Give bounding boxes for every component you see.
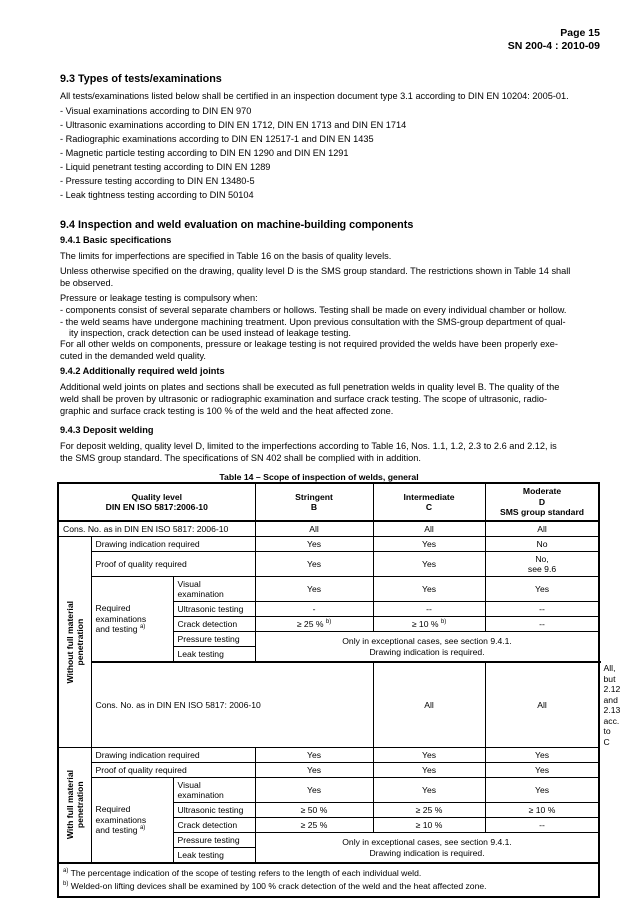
section-9-4-2-title: 9.4.2 Additionally required weld joints [60,366,225,376]
table-cell: Yes [485,778,599,803]
table-row [58,577,599,602]
table-cell: Yes [255,748,373,763]
table-cell: Drawing indication required [91,748,255,763]
table-footnotes [58,863,599,897]
table-caption: Table 14 – Scope of inspection of welds, general [219,472,419,482]
required-examinations-label: Required examinations and testing $^{a)}$ [91,778,173,864]
bullet-item-cont: ity inspection, crack detection can be used instead of leakage testing. [69,328,351,338]
table-cell: No, see 9.6 [485,552,599,577]
table-cell: Yes [373,763,485,778]
table-cell: Ultrasonic testing [173,602,255,617]
table-row [58,778,599,803]
table-cell: ≥ 10 % [373,818,485,833]
document-id: SN 200-4 : 2010-09 [507,40,600,52]
section-9-3-title: 9.3 Types of tests/examinations [60,73,222,85]
cons-label: Cons. No. as in DIN EN ISO 5817: 2006-10 [91,662,373,748]
table-cell: All [373,521,485,537]
table-cell: Proof of quality required [91,763,255,778]
table-cell: Crack detection [173,818,255,833]
section-9-4-1-title: 9.4.1 Basic specifications [60,235,172,245]
table-row [58,763,599,778]
list-item: - Ultrasonic examinations according to DIN EN 1712, DIN EN 1713 and DIN EN 1714 [60,120,407,130]
table-header-row [58,483,599,521]
header-moderate: Moderate D SMS group standard [485,483,599,521]
page-number: Page 15 [560,27,600,39]
table-cell: Proof of quality required [91,552,255,577]
table-cell: Yes [255,778,373,803]
paragraph: Pressure or leakage testing is compulsory when: [60,293,258,303]
paragraph: Additional weld joints on plates and sections shall be executed as full penetration welds in quality level B. The quality of the [60,382,560,392]
bullet-item: - components consist of several separate chambers or hollows. Testing shall be made on every individual chamber or hollow. [60,305,567,315]
cons-label: Cons. No. as in DIN EN ISO 5817: 2006-10 [58,521,255,537]
table-cell: Yes [255,577,373,602]
table-row [58,748,599,763]
table-cell: Ultrasonic testing [173,803,255,818]
table-row: Cons. No. as in DIN EN ISO 5817: 2006-10 All All All, but 2.12 and 2.13 acc. to C [58,662,599,748]
table-cell: ≥ 25 % $^{b)}$ [255,617,373,632]
side-label-without: Without full material penetration [58,537,91,748]
table-cell: All [485,521,599,537]
table-cell: No [485,537,599,552]
table-cell: Yes [255,552,373,577]
table-cell: Drawing indication required [91,537,255,552]
bullet-item: - the weld seams have undergone machining treatment. Upon previous consultation with the SMS-group department of qual- [60,317,566,327]
list-item: - Visual examinations according to DIN EN 970 [60,106,252,116]
table-cell: All [485,662,599,748]
table-cell: -- [485,818,599,833]
table-row [58,552,599,577]
header-stringent: Stringent B [255,483,373,521]
table-cell: - [255,602,373,617]
paragraph: For all other welds on components, pressure or leakage testing is not required provided the welds have been properly exe- [60,339,558,349]
table-cell: Yes [373,577,485,602]
table-cell: -- [485,602,599,617]
table-cell: ≥ 25 % [255,818,373,833]
list-item: - Liquid penetrant testing according to DIN EN 1289 [60,162,271,172]
table-cell: Yes [255,763,373,778]
table-row [58,537,599,552]
list-item: - Pressure testing according to DIN EN 13480-5 [60,176,255,186]
paragraph: the SMS group standard. The specifications of SN 402 shall be complied with in addition. [60,453,421,463]
paragraph: The limits for imperfections are specified in Table 16 on the basis of quality levels. [60,251,392,261]
table-cell: Leak testing [173,647,255,663]
side-label-with: With full material penetration [58,748,91,864]
table-cell: -- [373,602,485,617]
table-cell: Yes [485,577,599,602]
section-9-4-3-title: 9.4.3 Deposit welding [60,425,154,435]
table-cell: ≥ 10 % [485,803,599,818]
paragraph: weld shall be proven by ultrasonic or radiographic examination and surface crack testing. The scope of ultrasonic, radio- [60,394,548,404]
section-9-4-title: 9.4 Inspection and weld evaluation on machine-building components [60,219,414,231]
table-cell: Yes [485,748,599,763]
table-cell: Leak testing [173,848,255,864]
exceptional-cases-note: Only in exceptional cases, see section 9.4.1. Drawing indication is required. [255,632,599,663]
table-cell: Pressure testing [173,632,255,647]
list-item: - Leak tightness testing according to DIN 50104 [60,190,254,200]
table-cell: All [255,521,373,537]
list-item: - Radiographic examinations according to DIN EN 12517-1 and DIN EN 1435 [60,134,374,144]
section-9-3-intro: All tests/examinations listed below shall be certified in an inspection document type 3.1 according to DIN EN 10204: 2005-01. [60,91,569,101]
table-cell: -- [485,617,599,632]
table-cell: ≥ 25 % [373,803,485,818]
table-cell: Visual examination [173,778,255,803]
table-row [58,521,599,537]
footnotes-cell: $^{a)}$ The percentage indication of the scope of testing refers to the length of each individual weld. $^{b)}$ Welded-on lifting devices shall be examined by 100 % crack detection of the weld and the heat affected zone. [58,863,599,897]
table-cell: Yes [373,748,485,763]
list-item: - Magnetic particle testing according to DIN EN 1290 and DIN EN 1291 [60,148,349,158]
table-cell: Yes [485,763,599,778]
inspection-scope-table-body [57,482,621,898]
table-cell: ≥ 50 % [255,803,373,818]
table-cell: Yes [373,537,485,552]
table-cell: Crack detection [173,617,255,632]
exceptional-cases-note: Only in exceptional cases, see section 9.4.1. Drawing indication is required. [255,833,599,864]
table-cell: Pressure testing [173,833,255,848]
header-intermediate: Intermediate C [373,483,485,521]
paragraph: be observed. [60,278,114,288]
required-examinations-label: Required examinations and testing $^{a)}$ [91,577,173,663]
table-cell: Yes [373,778,485,803]
header-quality-level: Quality level DIN EN ISO 5817:2006-10 [58,483,255,521]
table-cell: Visual examination [173,577,255,602]
paragraph: cuted in the demanded weld quality. [60,351,206,361]
paragraph: For deposit welding, quality level D, limited to the imperfections according to Table 16, Nos. 1.1, 1.2, 2.3 to 2.6 and 2.12, is [60,441,557,451]
table-cell: All [373,662,485,748]
paragraph: graphic and surface crack testing is 100 % of the weld and the heat affected zone. [60,406,394,416]
table-cell: ≥ 10 % $^{b)}$ [373,617,485,632]
table-cell: Yes [255,537,373,552]
paragraph: Unless otherwise specified on the drawing, quality level D is the SMS group standard. The restrictions shown in Table 14 shall [60,266,571,276]
table-cell: Yes [373,552,485,577]
